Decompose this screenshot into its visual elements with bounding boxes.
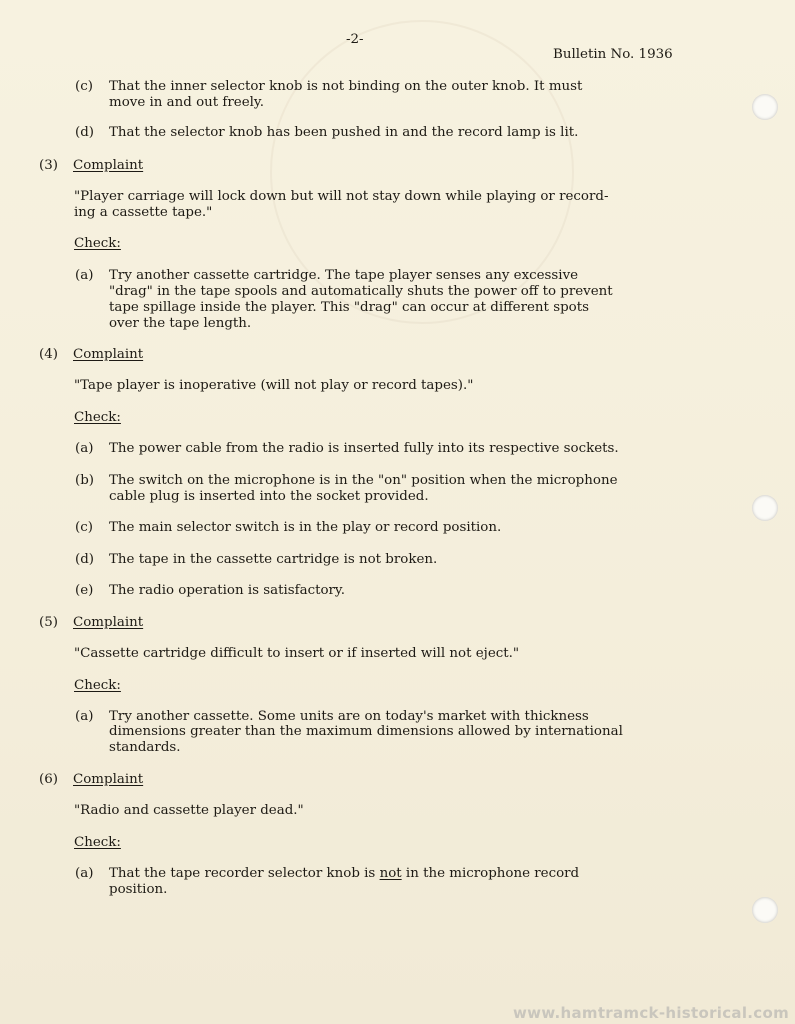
section-6-number: (6) — [39, 772, 58, 787]
item-label-a: (a) — [75, 709, 94, 724]
section-5-a-line-3: standards. — [109, 740, 181, 755]
section-4-c: The main selector switch is in the play or record position. — [109, 520, 502, 535]
section-3-a-line-4: over the tape length. — [109, 316, 252, 331]
section-4-b-line-1: The switch on the microphone is in the "on" position when the microphone — [109, 473, 618, 488]
section-3-a-line-3: tape spillage inside the player. This "drag" can occur at different spots — [109, 300, 589, 315]
item-c-line-1: That the inner selector knob is not binding on the outer knob. It must — [109, 79, 583, 94]
item-label-d: (d) — [75, 552, 95, 567]
section-6-a-text-post: in the microphone record — [401, 866, 580, 881]
section-4-quote: "Tape player is inoperative (will not play or record tapes)." — [74, 378, 474, 393]
section-3-quote-line-1: "Player carriage will lock down but will not stay down while playing or record- — [74, 189, 609, 204]
section-3-number: (3) — [39, 158, 58, 173]
section-5-a-line-2: dimensions greater than the maximum dimensions allowed by international — [109, 724, 623, 739]
item-label-b: (b) — [75, 473, 95, 488]
bulletin-number: Bulletin No. 1936 — [553, 47, 673, 62]
section-6-a-text-pre: That the tape recorder selector knob is — [109, 866, 380, 881]
section-4-b-line-2: cable plug is inserted into the socket provided. — [109, 489, 429, 504]
section-6-a-line-1 — [109, 866, 579, 882]
section-4-e: The radio operation is satisfactory. — [109, 583, 345, 598]
watermark: www.hamtramck-historical.com — [513, 1004, 789, 1022]
section-6-heading: Complaint — [73, 772, 144, 787]
section-4-d: The tape in the cassette cartridge is not broken. — [109, 552, 438, 567]
item-label-d: (d) — [75, 125, 95, 140]
page-number: -2- — [346, 32, 364, 47]
section-4-a: The power cable from the radio is inserted fully into its respective sockets. — [109, 441, 619, 456]
section-4-heading: Complaint — [73, 347, 144, 362]
section-5-check: Check: — [74, 678, 121, 693]
section-6-a-line-2: position. — [109, 882, 168, 897]
punch-hole-bottom — [752, 897, 778, 923]
section-3-a-line-2: "drag" in the tape spools and automatically shuts the power off to prevent — [109, 284, 613, 299]
section-3-a-line-1: Try another cassette cartridge. The tape player senses any excessive — [109, 268, 579, 283]
item-c-line-2: move in and out freely. — [109, 95, 264, 110]
item-label-c: (c) — [75, 520, 93, 535]
section-5-number: (5) — [39, 615, 58, 630]
item-label-a: (a) — [75, 866, 94, 881]
section-6-check: Check: — [74, 835, 121, 850]
item-label-c: (c) — [75, 79, 93, 94]
section-4-check: Check: — [74, 410, 121, 425]
section-5-quote: "Cassette cartridge difficult to insert or if inserted will not eject." — [74, 646, 520, 661]
section-5-heading: Complaint — [73, 615, 144, 630]
item-d-text: That the selector knob has been pushed in and the record lamp is lit. — [109, 125, 579, 140]
section-3-check: Check: — [74, 236, 121, 251]
punch-hole-middle — [752, 495, 778, 521]
section-3-quote-line-2: ing a cassette tape." — [74, 205, 213, 220]
item-label-e: (e) — [75, 583, 94, 598]
item-label-a: (a) — [75, 268, 94, 283]
section-6-a-emphasis-not: not — [379, 866, 402, 881]
item-label-a: (a) — [75, 441, 94, 456]
punch-hole-top — [752, 94, 778, 120]
section-6-quote: "Radio and cassette player dead." — [74, 803, 304, 818]
section-3-heading: Complaint — [73, 158, 144, 173]
section-4-number: (4) — [39, 347, 58, 362]
section-5-a-line-1: Try another cassette. Some units are on today's market with thickness — [109, 709, 589, 724]
